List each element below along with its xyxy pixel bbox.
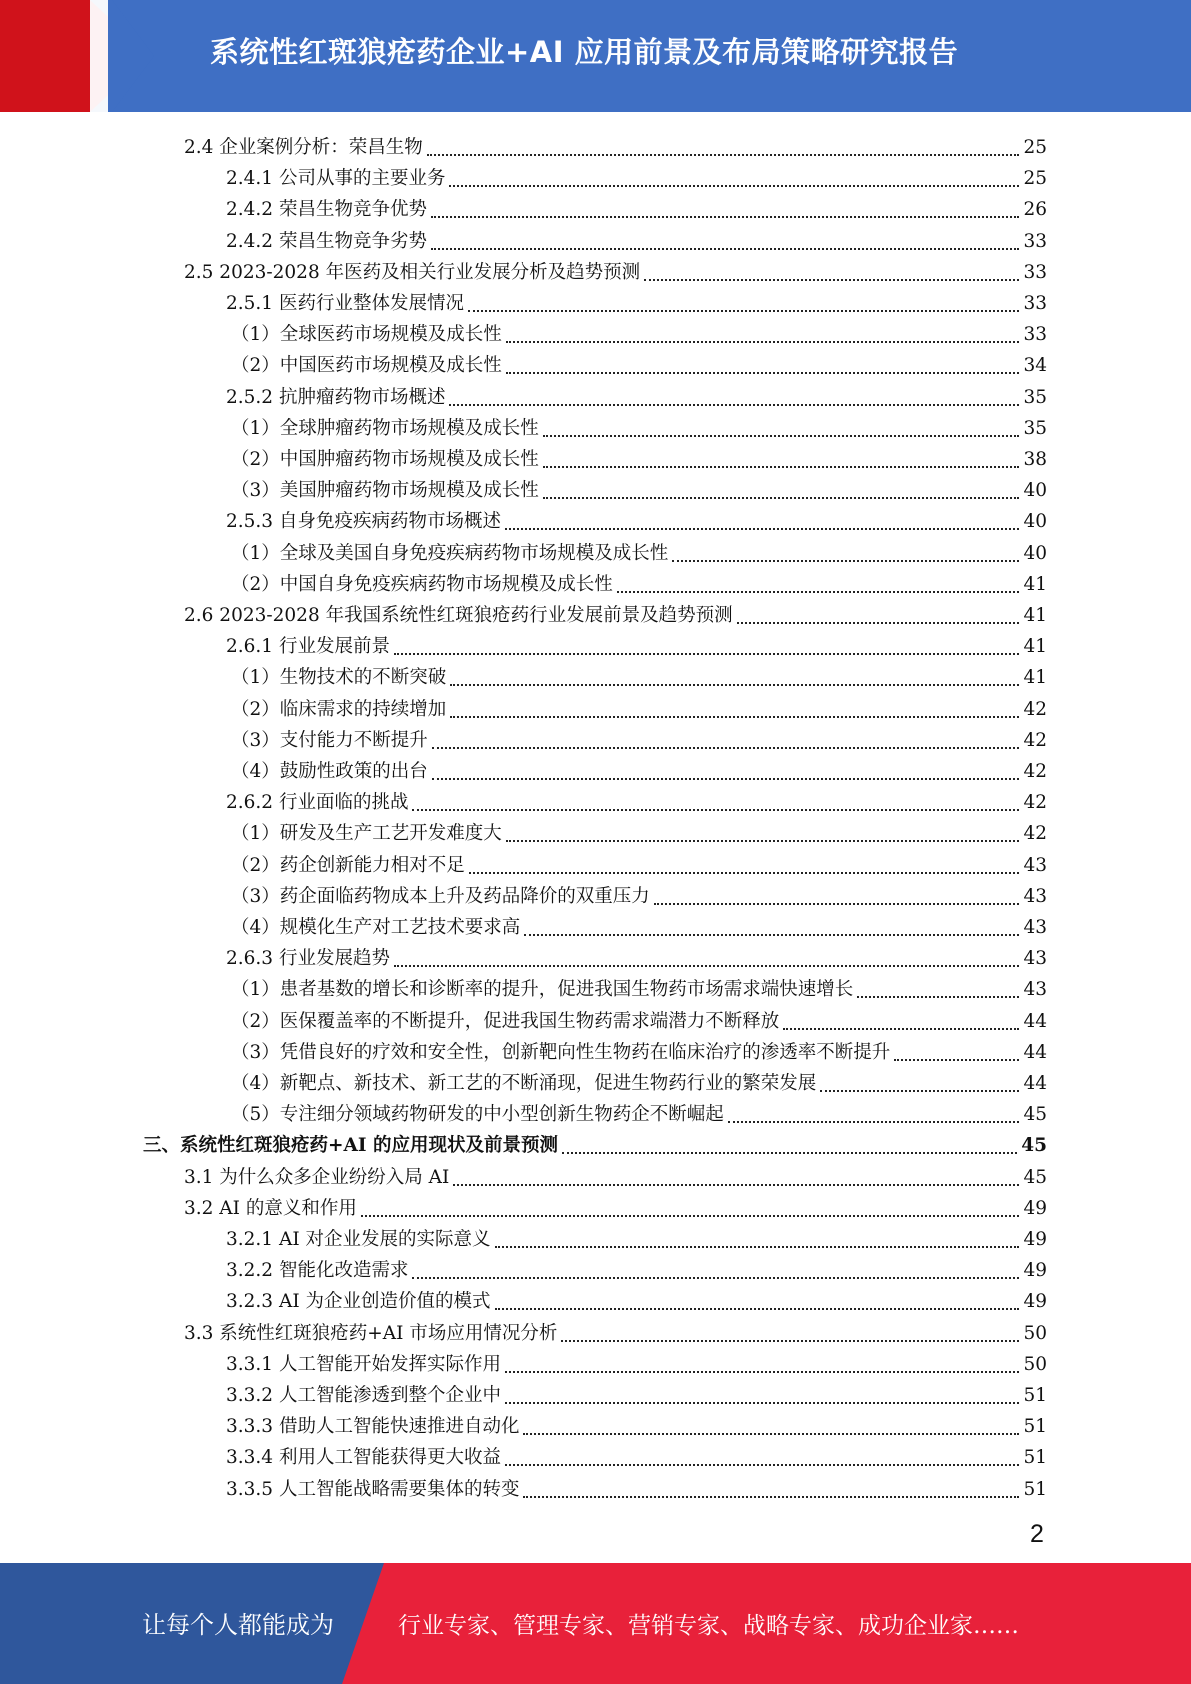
toc-dot-leader <box>617 569 1020 593</box>
toc-entry-page: 51 <box>1023 1447 1047 1469</box>
toc-entry-page: 43 <box>1023 917 1047 938</box>
page-number: 2 <box>1030 1520 1044 1548</box>
toc-entry-title: 3.3.5 人工智能战略需要集体的转变 <box>226 1478 520 1500</box>
toc-dot-leader <box>394 943 1019 967</box>
toc-dot-leader <box>654 881 1020 905</box>
toc-dot-leader <box>495 1224 1020 1248</box>
toc-entry-title: 2.5.2 抗肿瘤药物市场概述 <box>226 386 446 408</box>
toc-entry-title: 2.5.1 医药行业整体发展情况 <box>226 293 464 314</box>
toc-dot-leader <box>820 1068 1019 1092</box>
toc-entry[interactable] <box>231 970 1047 1001</box>
toc-dot-leader <box>561 1318 1019 1342</box>
toc-entry-page: 49 <box>1023 1291 1047 1313</box>
toc-entry-page: 42 <box>1023 792 1047 814</box>
toc-dot-leader <box>737 600 1020 624</box>
toc-entry[interactable] <box>226 939 1047 970</box>
toc-entry-page: 40 <box>1023 542 1047 564</box>
toc-entry-page: 41 <box>1023 605 1047 626</box>
toc-entry[interactable] <box>226 1251 1047 1282</box>
toc-entry-title: （3）支付能力不断提升 <box>231 729 428 751</box>
toc-entry-title: 2.4.1 公司从事的主要业务 <box>226 168 446 190</box>
toc-entry-title: （4）新靶点、新技术、新工艺的不断涌现，促进生物药行业的繁荣发展 <box>231 1073 817 1094</box>
toc-entry-title: （2）中国医药市场规模及成长性 <box>231 355 502 377</box>
toc-dot-leader <box>469 850 1020 874</box>
toc-entry-page: 42 <box>1023 823 1047 845</box>
toc-entry[interactable] <box>231 658 1047 689</box>
toc-dot-leader <box>857 974 1019 998</box>
toc-entry-page: 50 <box>1023 1322 1047 1344</box>
toc-entry[interactable] <box>226 190 1047 221</box>
toc-entry[interactable] <box>184 596 1047 627</box>
toc-dot-leader <box>562 1130 1017 1154</box>
toc-entry[interactable] <box>231 814 1047 845</box>
footer-slogan-right: 行业专家、管理专家、营销专家、战略专家、成功企业家…… <box>398 1613 1019 1639</box>
toc-entry-page: 40 <box>1023 511 1047 533</box>
footer-slogan-left: 让每个人都能成为 <box>142 1611 334 1639</box>
toc-entry[interactable] <box>226 502 1047 533</box>
toc-entry-title: （4）鼓励性政策的出台 <box>231 761 428 782</box>
toc-entry[interactable] <box>226 1220 1047 1251</box>
toc-dot-leader <box>523 1474 1019 1498</box>
toc-entry-title: 3.3 系统性红斑狼疮药+AI 市场应用情况分析 <box>184 1322 558 1344</box>
toc-entry-page: 26 <box>1023 199 1047 221</box>
toc-entry-title: 3.2.1 AI 对企业发展的实际意义 <box>226 1229 491 1250</box>
toc-entry[interactable] <box>184 128 1047 159</box>
toc-entry-page: 33 <box>1023 261 1047 283</box>
toc-dot-leader <box>505 1380 1019 1404</box>
toc-entry-page: 45 <box>1023 1166 1047 1188</box>
toc-dot-leader <box>506 350 1020 374</box>
toc-dot-leader <box>543 444 1020 468</box>
toc-entry-title: （1）全球肿瘤药物市场规模及成长性 <box>231 417 539 439</box>
toc-entry[interactable] <box>143 1126 1047 1157</box>
toc-entry-title: 2.6 2023-2028 年我国系统性红斑狼疮药行业发展前景及趋势预测 <box>184 605 733 626</box>
toc-entry-title: 3.2 AI 的意义和作用 <box>184 1197 357 1219</box>
toc-dot-leader <box>672 538 1019 562</box>
toc-dot-leader <box>361 1193 1020 1217</box>
toc-dot-leader <box>523 1411 1019 1435</box>
toc-entry[interactable] <box>231 908 1047 939</box>
toc-entry[interactable] <box>226 627 1047 658</box>
toc-entry-title: 3.2.2 智能化改造需求 <box>226 1260 409 1282</box>
toc-entry-title: （1）生物技术的不断突破 <box>231 667 447 689</box>
toc-entry[interactable] <box>226 159 1047 190</box>
toc-entry-title: （1）全球及美国自身免疫疾病药物市场规模及成长性 <box>231 542 669 564</box>
toc-entry-page: 45 <box>1023 1104 1047 1126</box>
toc-entry-page: 49 <box>1023 1229 1047 1250</box>
toc-entry-title: （2）医保覆盖率的不断提升，促进我国生物药需求端潜力不断释放 <box>231 1010 780 1032</box>
toc-dot-leader <box>449 163 1019 187</box>
toc-entry-page: 43 <box>1023 979 1047 1001</box>
toc-entry-page: 51 <box>1023 1385 1047 1406</box>
toc-entry-page: 51 <box>1023 1416 1047 1438</box>
toc-entry-page: 34 <box>1023 355 1047 377</box>
toc-entry-title: （2）临床需求的持续增加 <box>231 698 447 720</box>
toc-dot-leader <box>394 631 1019 655</box>
toc-entry-title: （2）中国自身免疫疾病药物市场规模及成长性 <box>231 573 613 595</box>
toc-entry-title: （2）中国肿瘤药物市场规模及成长性 <box>231 449 539 470</box>
toc-dot-leader <box>543 413 1020 437</box>
toc-dot-leader <box>506 818 1020 842</box>
toc-entry-title: 3.1 为什么众多企业纷纷入局 AI <box>184 1166 450 1188</box>
toc-entry-title: （4）规模化生产对工艺技术要求高 <box>231 917 521 938</box>
toc-entry[interactable] <box>226 222 1047 253</box>
toc-entry-page: 42 <box>1023 761 1047 782</box>
toc-entry-title: （5）专注细分领域药物研发的中小型创新生物药企不断崛起 <box>231 1104 724 1126</box>
toc-entry-page: 49 <box>1023 1197 1047 1219</box>
toc-entry-title: （1）全球医药市场规模及成长性 <box>231 324 502 346</box>
toc-entry[interactable] <box>184 1189 1047 1220</box>
toc-entry-title: 2.4.2 荣昌生物竞争劣势 <box>226 230 427 252</box>
toc-dot-leader <box>450 662 1019 686</box>
toc-dot-leader <box>783 1006 1019 1030</box>
toc-entry[interactable] <box>231 346 1047 377</box>
toc-entry[interactable] <box>231 690 1047 721</box>
toc-entry[interactable] <box>231 1064 1047 1095</box>
toc-entry-title: 3.3.1 人工智能开始发挥实际作用 <box>226 1353 501 1375</box>
toc-entry-page: 49 <box>1023 1260 1047 1282</box>
toc-entry-title: （1）患者基数的增长和诊断率的提升，促进我国生物药市场需求端快速增长 <box>231 979 854 1001</box>
toc-entry[interactable] <box>231 1002 1047 1033</box>
toc-entry-page: 44 <box>1023 1010 1047 1032</box>
toc-entry-page: 42 <box>1023 698 1047 720</box>
toc-entry-title: 3.3.3 借助人工智能快速推进自动化 <box>226 1416 520 1438</box>
toc-entry-page: 43 <box>1023 948 1047 970</box>
toc-dot-leader <box>728 1099 1020 1123</box>
toc-dot-leader <box>505 1442 1019 1466</box>
toc-entry-title: （3）凭借良好的疗效和安全性，创新靶向性生物药在临床治疗的渗透率不断提升 <box>231 1041 891 1063</box>
report-footer <box>0 1563 1191 1684</box>
toc-entry[interactable] <box>231 1095 1047 1126</box>
toc-entry[interactable] <box>231 315 1047 346</box>
toc-dot-leader <box>432 725 1020 749</box>
toc-dot-leader <box>524 912 1019 936</box>
toc-entry[interactable] <box>231 721 1047 752</box>
toc-entry-title: 2.4 企业案例分析：荣昌生物 <box>184 137 423 158</box>
toc-entry[interactable] <box>231 846 1047 877</box>
toc-entry-title: （1）研发及生产工艺开发难度大 <box>231 823 502 845</box>
toc-dot-leader <box>449 382 1019 406</box>
toc-entry[interactable] <box>226 1376 1047 1407</box>
toc-entry-page: 40 <box>1023 480 1047 502</box>
report-header <box>0 0 1191 112</box>
toc-entry-page: 45 <box>1021 1135 1047 1157</box>
toc-entry-page: 33 <box>1023 293 1047 314</box>
toc-entry-title: 3.3.4 利用人工智能获得更大收益 <box>226 1447 501 1469</box>
toc-entry-page: 35 <box>1023 417 1047 439</box>
toc-entry[interactable] <box>231 534 1047 565</box>
toc-dot-leader <box>432 756 1020 780</box>
toc-entry[interactable] <box>184 1158 1047 1189</box>
toc-dot-leader <box>468 288 1019 312</box>
toc-dot-leader <box>427 132 1020 156</box>
toc-entry-title: 2.6.3 行业发展趋势 <box>226 948 390 970</box>
toc-entry[interactable] <box>226 1282 1047 1313</box>
toc-entry[interactable] <box>231 565 1047 596</box>
toc-entry-page: 43 <box>1023 854 1047 876</box>
toc-entry-title: 2.5.3 自身免疫疾病药物市场概述 <box>226 511 501 533</box>
toc-entry[interactable] <box>231 471 1047 502</box>
toc-entry-title: 三、系统性红斑狼疮药+AI 的应用现状及前景预测 <box>143 1135 558 1157</box>
toc-entry-title: （3）美国肿瘤药物市场规模及成长性 <box>231 480 539 502</box>
toc-entry-title: 2.5 2023-2028 年医药及相关行业发展分析及趋势预测 <box>184 261 641 283</box>
toc-entry[interactable] <box>226 1407 1047 1438</box>
toc-entry-page: 50 <box>1023 1353 1047 1375</box>
toc-entry-page: 42 <box>1023 729 1047 751</box>
toc-entry[interactable] <box>231 440 1047 471</box>
toc-entry[interactable] <box>226 783 1047 814</box>
toc-entry[interactable] <box>231 1033 1047 1064</box>
toc-entry-page: 41 <box>1023 636 1047 658</box>
toc-entry[interactable] <box>231 877 1047 908</box>
toc-dot-leader <box>412 1255 1019 1279</box>
toc-entry-page: 38 <box>1023 449 1047 470</box>
toc-dot-leader <box>543 475 1020 499</box>
toc-entry-title: 3.3.2 人工智能渗透到整个企业中 <box>226 1385 501 1406</box>
toc-dot-leader <box>506 319 1020 343</box>
toc-entry[interactable] <box>231 752 1047 783</box>
toc-dot-leader <box>431 226 1019 250</box>
toc-entry-page: 41 <box>1023 667 1047 689</box>
toc-entry[interactable] <box>184 253 1047 284</box>
toc-dot-leader <box>505 1349 1019 1373</box>
toc-entry-page: 25 <box>1023 137 1047 158</box>
toc-entry-title: 2.6.1 行业发展前景 <box>226 636 390 658</box>
toc-entry-title: 2.6.2 行业面临的挑战 <box>226 792 409 814</box>
toc-entry-page: 44 <box>1023 1041 1047 1063</box>
toc-entry-page: 25 <box>1023 168 1047 190</box>
toc-entry[interactable] <box>226 378 1047 409</box>
toc-dot-leader <box>495 1286 1020 1310</box>
toc-dot-leader <box>431 194 1019 218</box>
toc-entry[interactable] <box>226 1438 1047 1469</box>
toc-entry[interactable] <box>226 1470 1047 1501</box>
toc-entry[interactable] <box>226 1345 1047 1376</box>
toc-entry-page: 33 <box>1023 324 1047 346</box>
toc-entry-page: 43 <box>1023 885 1047 907</box>
toc-dot-leader <box>450 694 1019 718</box>
report-title: 系统性红斑狼疮药企业+AI 应用前景及布局策略研究报告 <box>210 35 959 69</box>
toc-dot-leader <box>453 1162 1019 1186</box>
toc-dot-leader <box>505 506 1019 530</box>
toc-dot-leader <box>894 1037 1019 1061</box>
toc-entry[interactable] <box>184 1314 1047 1345</box>
toc-entry-page: 33 <box>1023 230 1047 252</box>
toc-entry-title: （2）药企创新能力相对不足 <box>231 854 465 876</box>
toc-entry-title: 2.4.2 荣昌生物竞争优势 <box>226 199 427 221</box>
toc-entry-page: 44 <box>1023 1073 1047 1094</box>
toc-entry-page: 41 <box>1023 573 1047 595</box>
toc-entry[interactable] <box>231 409 1047 440</box>
toc-entry-page: 35 <box>1023 386 1047 408</box>
toc-entry[interactable] <box>226 284 1047 315</box>
toc-entry-title: （3）药企面临药物成本上升及药品降价的双重压力 <box>231 885 650 907</box>
toc-entry-page: 51 <box>1023 1478 1047 1500</box>
toc-entry-title: 3.2.3 AI 为企业创造价值的模式 <box>226 1291 491 1313</box>
toc-dot-leader <box>412 787 1019 811</box>
toc-dot-leader <box>644 257 1019 281</box>
